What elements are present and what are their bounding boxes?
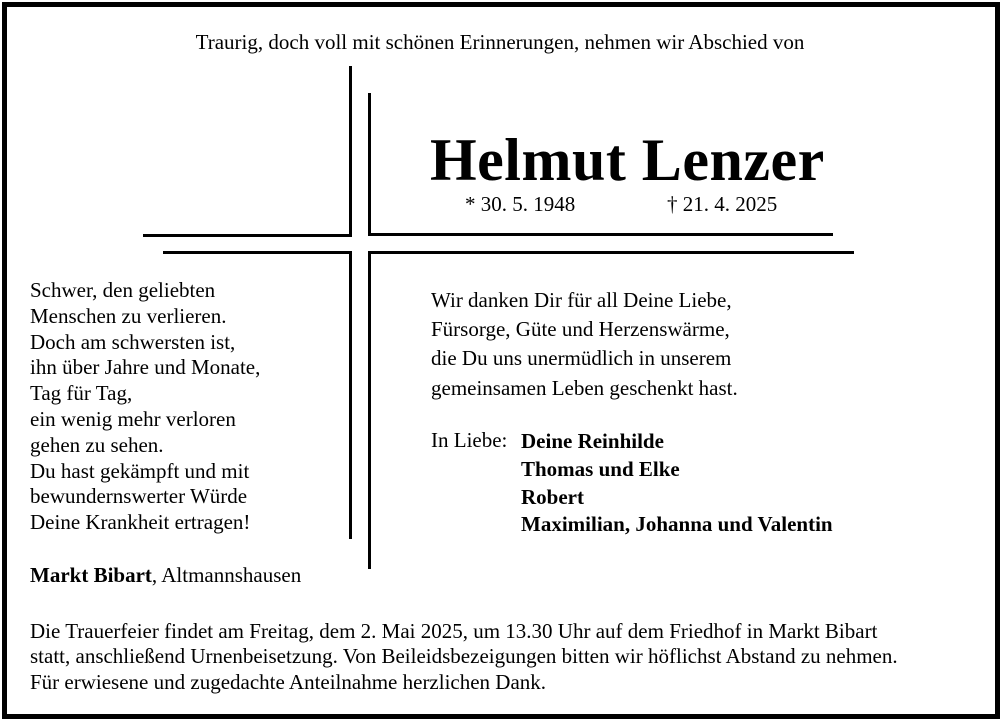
poem-line: Tag für Tag, xyxy=(30,381,133,406)
footer-line: Die Trauerfeier findet am Freitag, dem 2. Mai 2025, um 13.30 Uhr auf dem Friedhof in Markt Bibart xyxy=(30,619,878,643)
thanks-line: Fürsorge, Güte und Herzenswärme, xyxy=(431,317,730,342)
mourner-name: Maximilian, Johanna und Valentin xyxy=(521,512,833,537)
poem-line: ihn über Jahre und Monate, xyxy=(30,355,261,380)
place-district: , Altmannshausen xyxy=(151,563,302,587)
poem-line: ein wenig mehr verloren xyxy=(30,406,236,431)
thanks-line: gemeinsamen Leben geschenkt hast. xyxy=(431,375,738,400)
intro-text: Traurig, doch voll mit schönen Erinnerungen, nehmen wir Abschied von xyxy=(195,30,805,54)
cross-horizontal-upper-left xyxy=(143,234,352,237)
death-date: † 21. 4. 2025 xyxy=(667,192,778,216)
cross-horizontal-lower-right xyxy=(368,251,854,254)
cross-vertical-upper-right xyxy=(368,93,371,235)
poem-line: Schwer, den geliebten xyxy=(30,278,216,302)
cross-vertical-upper-left xyxy=(349,66,352,235)
footer-line: Für erwiesene und zugedachte Anteilnahme herzlichen Dank. xyxy=(30,669,547,694)
footer-line: statt, anschließend Urnenbeisetzung. Von Beileidsbezeigungen bitten wir höflichst Abstand zu nehmen. xyxy=(30,644,898,669)
birth-date: * 30. 5. 1948 xyxy=(465,192,576,216)
cross-horizontal-lower-left xyxy=(163,251,352,254)
poem-line: Menschen zu verlieren. xyxy=(30,303,227,328)
mourner-name: Thomas und Elke xyxy=(521,456,680,481)
funeral-details xyxy=(30,619,898,695)
mourners-label: In Liebe: xyxy=(431,428,508,452)
place-town: Markt Bibart xyxy=(30,563,152,587)
cross-vertical-lower-right xyxy=(368,251,371,569)
poem xyxy=(30,278,260,536)
poem-line: Deine Krankheit ertragen! xyxy=(30,510,251,535)
poem-line: Doch am schwersten ist, xyxy=(30,329,236,354)
thanks-line: die Du uns unermüdlich in unserem xyxy=(431,346,732,371)
mourner-name: Robert xyxy=(521,484,584,509)
deceased-name: Helmut Lenzer xyxy=(430,127,825,193)
poem-line: bewundernswerter Würde xyxy=(30,484,248,509)
thanks-text xyxy=(431,286,738,403)
place-line xyxy=(30,563,301,588)
mourners-list xyxy=(521,428,833,539)
mourner-name: Deine Reinhilde xyxy=(521,429,664,453)
cross-horizontal-upper-right xyxy=(368,233,833,236)
thanks-line: Wir danken Dir für all Deine Liebe, xyxy=(431,288,732,312)
poem-line: Du hast gekämpft und mit xyxy=(30,458,250,483)
cross-vertical-lower-left xyxy=(349,251,352,539)
poem-line: gehen zu sehen. xyxy=(30,432,164,457)
